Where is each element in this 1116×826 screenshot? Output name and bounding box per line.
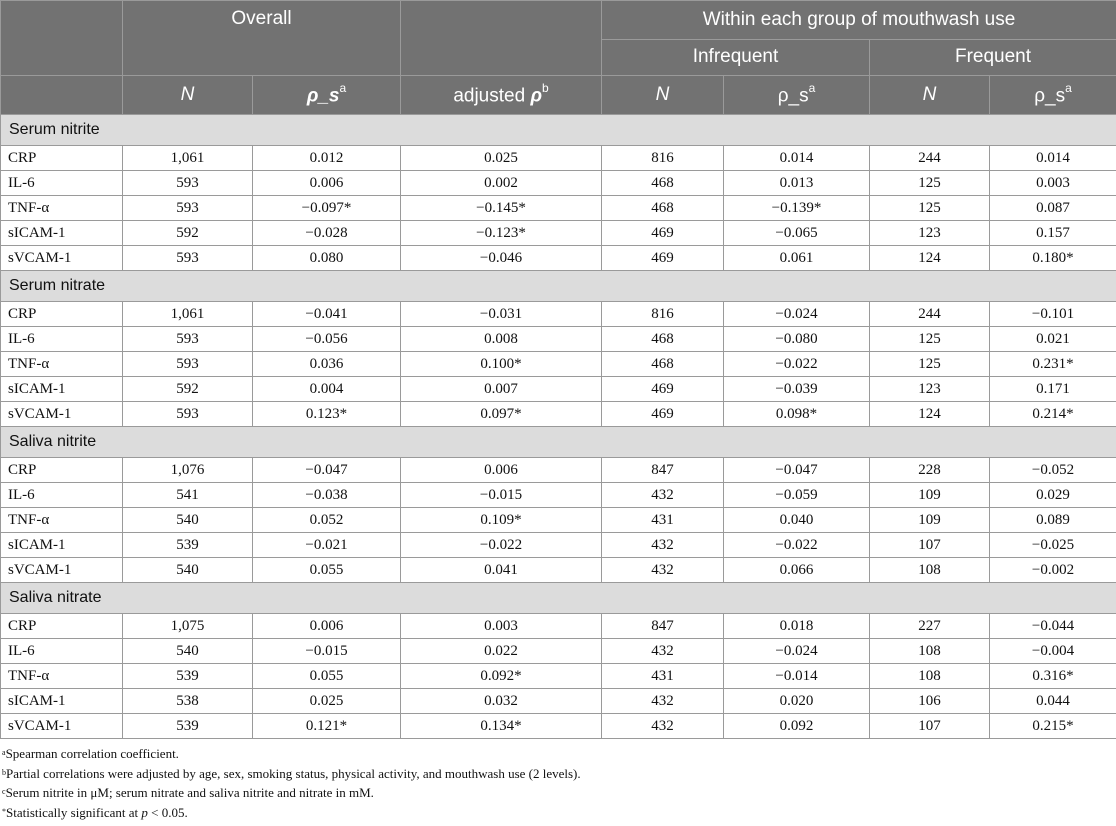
section-title: Saliva nitrite <box>1 427 1116 458</box>
cell-infrequent-n: 468 <box>602 352 724 377</box>
cell-frequent-n: 125 <box>870 171 990 196</box>
cell-frequent-n: 228 <box>870 458 990 483</box>
cell-adjusted-rho: 0.109* <box>401 508 602 533</box>
header-adjusted-rho: adjusted $\rho^b$ <box>401 76 602 115</box>
cell-frequent-n: 124 <box>870 402 990 427</box>
cell-overall-n: 593 <box>123 196 253 221</box>
cell-adjusted-rho: −0.046 <box>401 246 602 271</box>
cell-infrequent-n: 432 <box>602 639 724 664</box>
table-row <box>1 458 1116 483</box>
footnote-text: Partial correlations were adjusted by age, sex, smoking status, physical activity, and mouthwash use (2 levels). <box>6 765 581 781</box>
footnote-text: Spearman correlation coefficient. <box>5 746 179 761</box>
cell-overall-n: 540 <box>123 639 253 664</box>
cell-overall-n: 592 <box>123 221 253 246</box>
table-header <box>1 1 1116 115</box>
cell-frequent-rho: 0.180* <box>990 246 1116 271</box>
cell-overall-rho: −0.038 <box>253 483 401 508</box>
cell-infrequent-n: 432 <box>602 533 724 558</box>
cell-overall-rho: 0.036 <box>253 352 401 377</box>
cell-infrequent-rho: −0.024 <box>724 302 870 327</box>
header-within-group: Within each group of mouthwash use <box>602 1 1116 40</box>
cell-overall-rho: −0.041 <box>253 302 401 327</box>
row-label: CRP <box>1 614 123 639</box>
row-label: CRP <box>1 458 123 483</box>
cell-frequent-rho: −0.101 <box>990 302 1116 327</box>
cell-overall-n: 539 <box>123 533 253 558</box>
cell-infrequent-n: 469 <box>602 221 724 246</box>
cell-infrequent-n: 468 <box>602 171 724 196</box>
cell-overall-rho: −0.028 <box>253 221 401 246</box>
header-overall: Overall <box>123 1 401 76</box>
cell-frequent-rho: 0.021 <box>990 327 1116 352</box>
header-frequent-n: N <box>870 76 990 115</box>
cell-overall-rho: 0.080 <box>253 246 401 271</box>
cell-infrequent-rho: 0.013 <box>724 171 870 196</box>
cell-frequent-rho: 0.014 <box>990 146 1116 171</box>
cell-overall-rho: −0.021 <box>253 533 401 558</box>
cell-frequent-rho: −0.025 <box>990 533 1116 558</box>
table-row <box>1 508 1116 533</box>
footnote-mark: a <box>2 748 6 757</box>
cell-overall-n: 593 <box>123 402 253 427</box>
footnote-mark: * <box>2 806 6 816</box>
row-label: sICAM-1 <box>1 377 123 402</box>
footnote <box>2 764 581 784</box>
cell-overall-rho: 0.055 <box>253 558 401 583</box>
table-row <box>1 558 1116 583</box>
cell-infrequent-rho: 0.092 <box>724 714 870 739</box>
cell-adjusted-rho: 0.007 <box>401 377 602 402</box>
cell-frequent-rho: −0.004 <box>990 639 1116 664</box>
cell-frequent-n: 108 <box>870 664 990 689</box>
row-label: IL-6 <box>1 171 123 196</box>
cell-frequent-n: 244 <box>870 302 990 327</box>
cell-infrequent-n: 469 <box>602 377 724 402</box>
header-frequent-rho: $\rho\_s^a$ <box>990 76 1116 115</box>
header-infrequent-rho: $\rho\_s^a$ <box>724 76 870 115</box>
table-row <box>1 714 1116 739</box>
table-row <box>1 246 1116 271</box>
cell-infrequent-rho: 0.061 <box>724 246 870 271</box>
table-row <box>1 664 1116 689</box>
cell-infrequent-rho: −0.047 <box>724 458 870 483</box>
cell-frequent-rho: 0.003 <box>990 171 1116 196</box>
cell-infrequent-n: 431 <box>602 664 724 689</box>
table-row <box>1 171 1116 196</box>
row-label: sICAM-1 <box>1 221 123 246</box>
cell-frequent-n: 124 <box>870 246 990 271</box>
cell-frequent-n: 125 <box>870 352 990 377</box>
section-title: Serum nitrite <box>1 115 1116 146</box>
cell-infrequent-rho: −0.014 <box>724 664 870 689</box>
row-label: TNF-α <box>1 664 123 689</box>
cell-frequent-n: 108 <box>870 558 990 583</box>
cell-frequent-rho: 0.231* <box>990 352 1116 377</box>
row-label: TNF-α <box>1 196 123 221</box>
cell-frequent-rho: −0.052 <box>990 458 1116 483</box>
cell-infrequent-n: 816 <box>602 302 724 327</box>
cell-overall-n: 539 <box>123 664 253 689</box>
cell-adjusted-rho: −0.022 <box>401 533 602 558</box>
table-row <box>1 221 1116 246</box>
header-overall-rho: $\rho\_s^a$ <box>253 76 401 115</box>
cell-overall-rho: 0.006 <box>253 171 401 196</box>
cell-infrequent-n: 816 <box>602 146 724 171</box>
row-label: TNF-α <box>1 352 123 377</box>
cell-adjusted-rho: 0.025 <box>401 146 602 171</box>
cell-frequent-rho: 0.044 <box>990 689 1116 714</box>
cell-overall-rho: 0.055 <box>253 664 401 689</box>
cell-adjusted-rho: 0.092* <box>401 664 602 689</box>
table-row <box>1 377 1116 402</box>
cell-adjusted-rho: 0.002 <box>401 171 602 196</box>
table-row <box>1 302 1116 327</box>
cell-adjusted-rho: −0.145* <box>401 196 602 221</box>
cell-overall-rho: 0.006 <box>253 614 401 639</box>
cell-overall-n: 1,061 <box>123 146 253 171</box>
cell-infrequent-n: 432 <box>602 714 724 739</box>
cell-adjusted-rho: 0.097* <box>401 402 602 427</box>
cell-adjusted-rho: 0.041 <box>401 558 602 583</box>
cell-infrequent-rho: 0.066 <box>724 558 870 583</box>
header-infrequent: Infrequent <box>602 39 870 75</box>
footnotes <box>0 744 581 822</box>
header-frequent: Frequent <box>870 39 1116 75</box>
cell-frequent-n: 227 <box>870 614 990 639</box>
cell-adjusted-rho: 0.003 <box>401 614 602 639</box>
cell-infrequent-rho: −0.065 <box>724 221 870 246</box>
table-row <box>1 402 1116 427</box>
cell-frequent-rho: 0.214* <box>990 402 1116 427</box>
cell-overall-n: 1,076 <box>123 458 253 483</box>
cell-frequent-rho: 0.029 <box>990 483 1116 508</box>
section-row <box>1 115 1116 146</box>
cell-overall-n: 593 <box>123 171 253 196</box>
cell-frequent-n: 106 <box>870 689 990 714</box>
cell-frequent-n: 107 <box>870 533 990 558</box>
footnote-mark: b <box>2 767 6 777</box>
cell-frequent-n: 108 <box>870 639 990 664</box>
row-label: IL-6 <box>1 327 123 352</box>
cell-infrequent-n: 432 <box>602 689 724 714</box>
row-label: sICAM-1 <box>1 689 123 714</box>
cell-frequent-rho: 0.215* <box>990 714 1116 739</box>
row-label: CRP <box>1 302 123 327</box>
cell-adjusted-rho: 0.022 <box>401 639 602 664</box>
cell-adjusted-rho: 0.032 <box>401 689 602 714</box>
cell-frequent-n: 123 <box>870 221 990 246</box>
section-title: Serum nitrate <box>1 271 1116 302</box>
row-label: IL-6 <box>1 639 123 664</box>
cell-infrequent-rho: 0.020 <box>724 689 870 714</box>
row-label: IL-6 <box>1 483 123 508</box>
cell-adjusted-rho: 0.134* <box>401 714 602 739</box>
cell-overall-rho: −0.056 <box>253 327 401 352</box>
cell-infrequent-rho: −0.139* <box>724 196 870 221</box>
cell-infrequent-n: 468 <box>602 327 724 352</box>
header-blank-cell <box>1 1 123 76</box>
cell-infrequent-rho: −0.022 <box>724 533 870 558</box>
cell-infrequent-rho: 0.014 <box>724 146 870 171</box>
footnote-text: Statistically significant at p < 0.05. <box>6 804 188 820</box>
footnote <box>2 744 581 764</box>
cell-frequent-n: 107 <box>870 714 990 739</box>
row-label: sVCAM-1 <box>1 558 123 583</box>
cell-overall-n: 540 <box>123 558 253 583</box>
row-label: sVCAM-1 <box>1 402 123 427</box>
footnote-mark: c <box>2 787 6 796</box>
cell-frequent-rho: 0.316* <box>990 664 1116 689</box>
row-label: sVCAM-1 <box>1 714 123 739</box>
table-row <box>1 533 1116 558</box>
section-title: Saliva nitrate <box>1 583 1116 614</box>
cell-overall-rho: 0.123* <box>253 402 401 427</box>
cell-overall-n: 539 <box>123 714 253 739</box>
section-row <box>1 271 1116 302</box>
row-label: sICAM-1 <box>1 533 123 558</box>
cell-frequent-n: 123 <box>870 377 990 402</box>
cell-overall-n: 538 <box>123 689 253 714</box>
table-row <box>1 146 1116 171</box>
header-infrequent-n: N <box>602 76 724 115</box>
cell-overall-rho: 0.052 <box>253 508 401 533</box>
table-row <box>1 614 1116 639</box>
table-row <box>1 483 1116 508</box>
cell-overall-rho: −0.047 <box>253 458 401 483</box>
table-row <box>1 689 1116 714</box>
header-adjusted-blank <box>401 1 602 76</box>
cell-overall-rho: −0.097* <box>253 196 401 221</box>
cell-infrequent-rho: −0.059 <box>724 483 870 508</box>
cell-infrequent-n: 468 <box>602 196 724 221</box>
cell-infrequent-n: 847 <box>602 614 724 639</box>
cell-frequent-rho: 0.089 <box>990 508 1116 533</box>
cell-infrequent-n: 432 <box>602 558 724 583</box>
cell-infrequent-rho: 0.098* <box>724 402 870 427</box>
cell-overall-rho: 0.012 <box>253 146 401 171</box>
cell-adjusted-rho: 0.100* <box>401 352 602 377</box>
cell-infrequent-rho: 0.040 <box>724 508 870 533</box>
cell-infrequent-n: 469 <box>602 246 724 271</box>
cell-frequent-rho: −0.002 <box>990 558 1116 583</box>
cell-overall-n: 540 <box>123 508 253 533</box>
cell-infrequent-rho: −0.022 <box>724 352 870 377</box>
row-label: TNF-α <box>1 508 123 533</box>
cell-infrequent-n: 847 <box>602 458 724 483</box>
cell-frequent-rho: 0.171 <box>990 377 1116 402</box>
table-row <box>1 196 1116 221</box>
cell-adjusted-rho: 0.006 <box>401 458 602 483</box>
footnote-text: Serum nitrite in μM; serum nitrate and saliva nitrite and nitrate in mM. <box>5 785 374 800</box>
row-label: CRP <box>1 146 123 171</box>
cell-frequent-n: 125 <box>870 196 990 221</box>
cell-overall-rho: 0.121* <box>253 714 401 739</box>
cell-overall-rho: −0.015 <box>253 639 401 664</box>
cell-adjusted-rho: −0.123* <box>401 221 602 246</box>
cell-frequent-n: 109 <box>870 483 990 508</box>
table-row <box>1 639 1116 664</box>
header-label-blank <box>1 76 123 115</box>
row-label: sVCAM-1 <box>1 246 123 271</box>
cell-frequent-n: 125 <box>870 327 990 352</box>
footnote <box>2 803 581 823</box>
cell-infrequent-rho: 0.018 <box>724 614 870 639</box>
cell-frequent-rho: 0.157 <box>990 221 1116 246</box>
section-row <box>1 583 1116 614</box>
table-row <box>1 352 1116 377</box>
footnote <box>2 783 581 803</box>
cell-infrequent-n: 431 <box>602 508 724 533</box>
cell-overall-n: 592 <box>123 377 253 402</box>
cell-frequent-rho: −0.044 <box>990 614 1116 639</box>
cell-frequent-n: 109 <box>870 508 990 533</box>
cell-frequent-rho: 0.087 <box>990 196 1116 221</box>
section-row <box>1 427 1116 458</box>
cell-overall-n: 593 <box>123 352 253 377</box>
cell-overall-n: 593 <box>123 246 253 271</box>
cell-overall-rho: 0.025 <box>253 689 401 714</box>
cell-infrequent-rho: −0.024 <box>724 639 870 664</box>
header-overall-n: N <box>123 76 253 115</box>
cell-infrequent-n: 469 <box>602 402 724 427</box>
cell-overall-n: 593 <box>123 327 253 352</box>
table-body <box>1 115 1116 739</box>
cell-infrequent-rho: −0.039 <box>724 377 870 402</box>
cell-adjusted-rho: −0.015 <box>401 483 602 508</box>
cell-infrequent-n: 432 <box>602 483 724 508</box>
cell-infrequent-rho: −0.080 <box>724 327 870 352</box>
cell-overall-n: 541 <box>123 483 253 508</box>
table-row <box>1 327 1116 352</box>
cell-overall-n: 1,061 <box>123 302 253 327</box>
cell-adjusted-rho: 0.008 <box>401 327 602 352</box>
cell-frequent-n: 244 <box>870 146 990 171</box>
cell-overall-n: 1,075 <box>123 614 253 639</box>
cell-adjusted-rho: −0.031 <box>401 302 602 327</box>
cell-overall-rho: 0.004 <box>253 377 401 402</box>
